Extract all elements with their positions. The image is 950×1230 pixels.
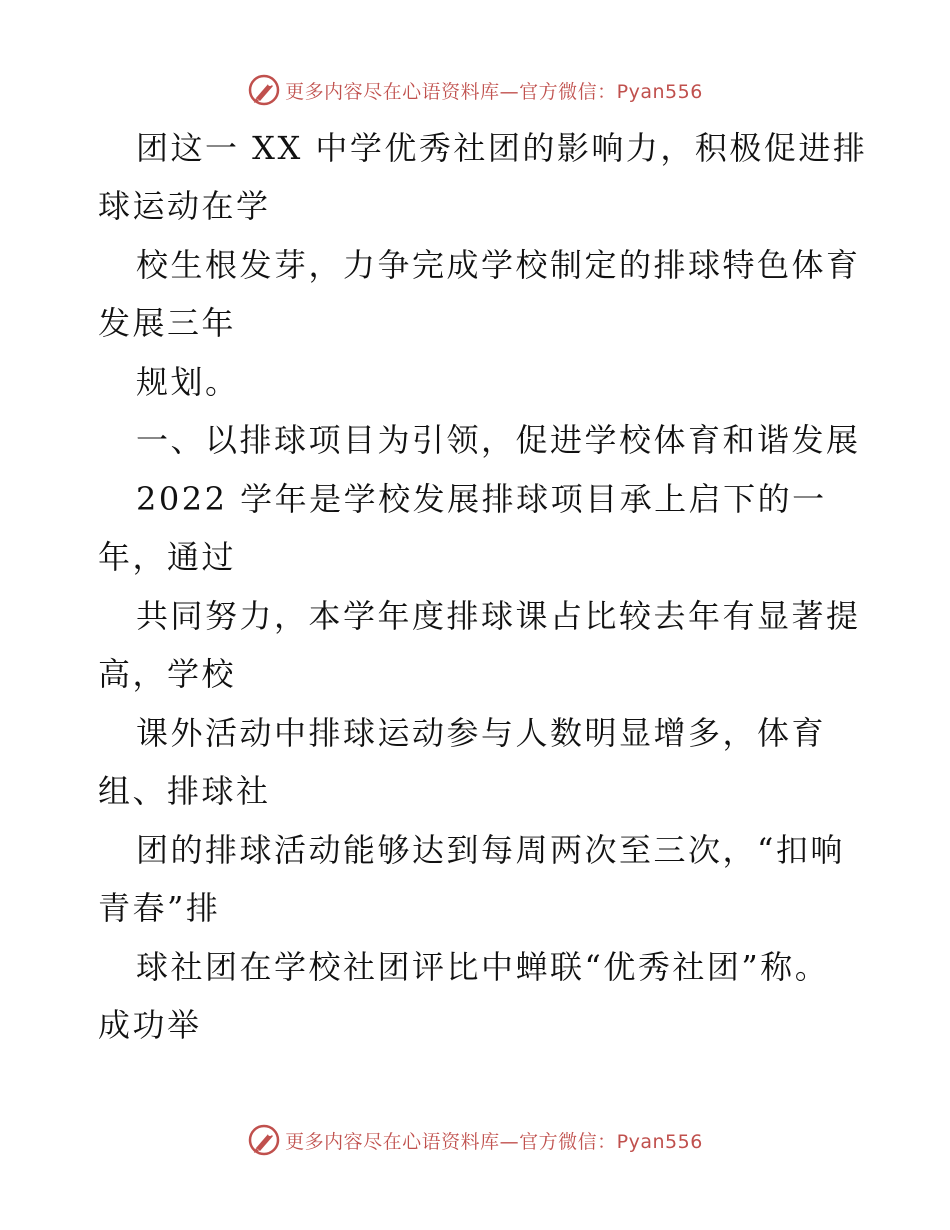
body-line: 共同努力，本学年度排球课占比较去年有显著提	[136, 597, 861, 635]
page-header-banner	[0, 70, 950, 110]
body-line: 规划。	[136, 363, 240, 401]
body-line: 球运动在学	[98, 187, 271, 225]
body-line: 高，学校	[98, 655, 237, 693]
body-line: 年，通过	[98, 538, 237, 576]
section-heading: 一、以排球项目为引领，促进学校体育和谐发展	[136, 421, 861, 459]
footer-text: 更多内容尽在心语资料库—官方微信：Pyan556	[285, 1130, 703, 1153]
page-footer-banner	[0, 1120, 950, 1160]
body-line: 团这一 XX 中学优秀社团的影响力，积极促进排	[136, 129, 868, 167]
body-line: 2022 学年是学校发展排球项目承上启下的一	[136, 480, 827, 518]
body-line: 成功举	[98, 1006, 202, 1044]
body-line: 球社团在学校社团评比中蝉联“优秀社团”称。	[136, 948, 830, 986]
body-line: 团的排球活动能够达到每周两次至三次，“扣响	[136, 831, 845, 869]
header-text: 更多内容尽在心语资料库—官方微信：Pyan556	[285, 80, 703, 103]
body-line: 发展三年	[98, 304, 237, 342]
pen-logo-icon	[247, 1123, 281, 1157]
body-line: 课外活动中排球运动参与人数明显增多，体育	[136, 714, 827, 752]
body-line: 组、排球社	[98, 772, 271, 810]
pen-logo-icon	[247, 73, 281, 107]
body-line: 校生根发芽，力争完成学校制定的排球特色体育	[136, 246, 861, 284]
body-line: 青春”排	[98, 889, 221, 927]
